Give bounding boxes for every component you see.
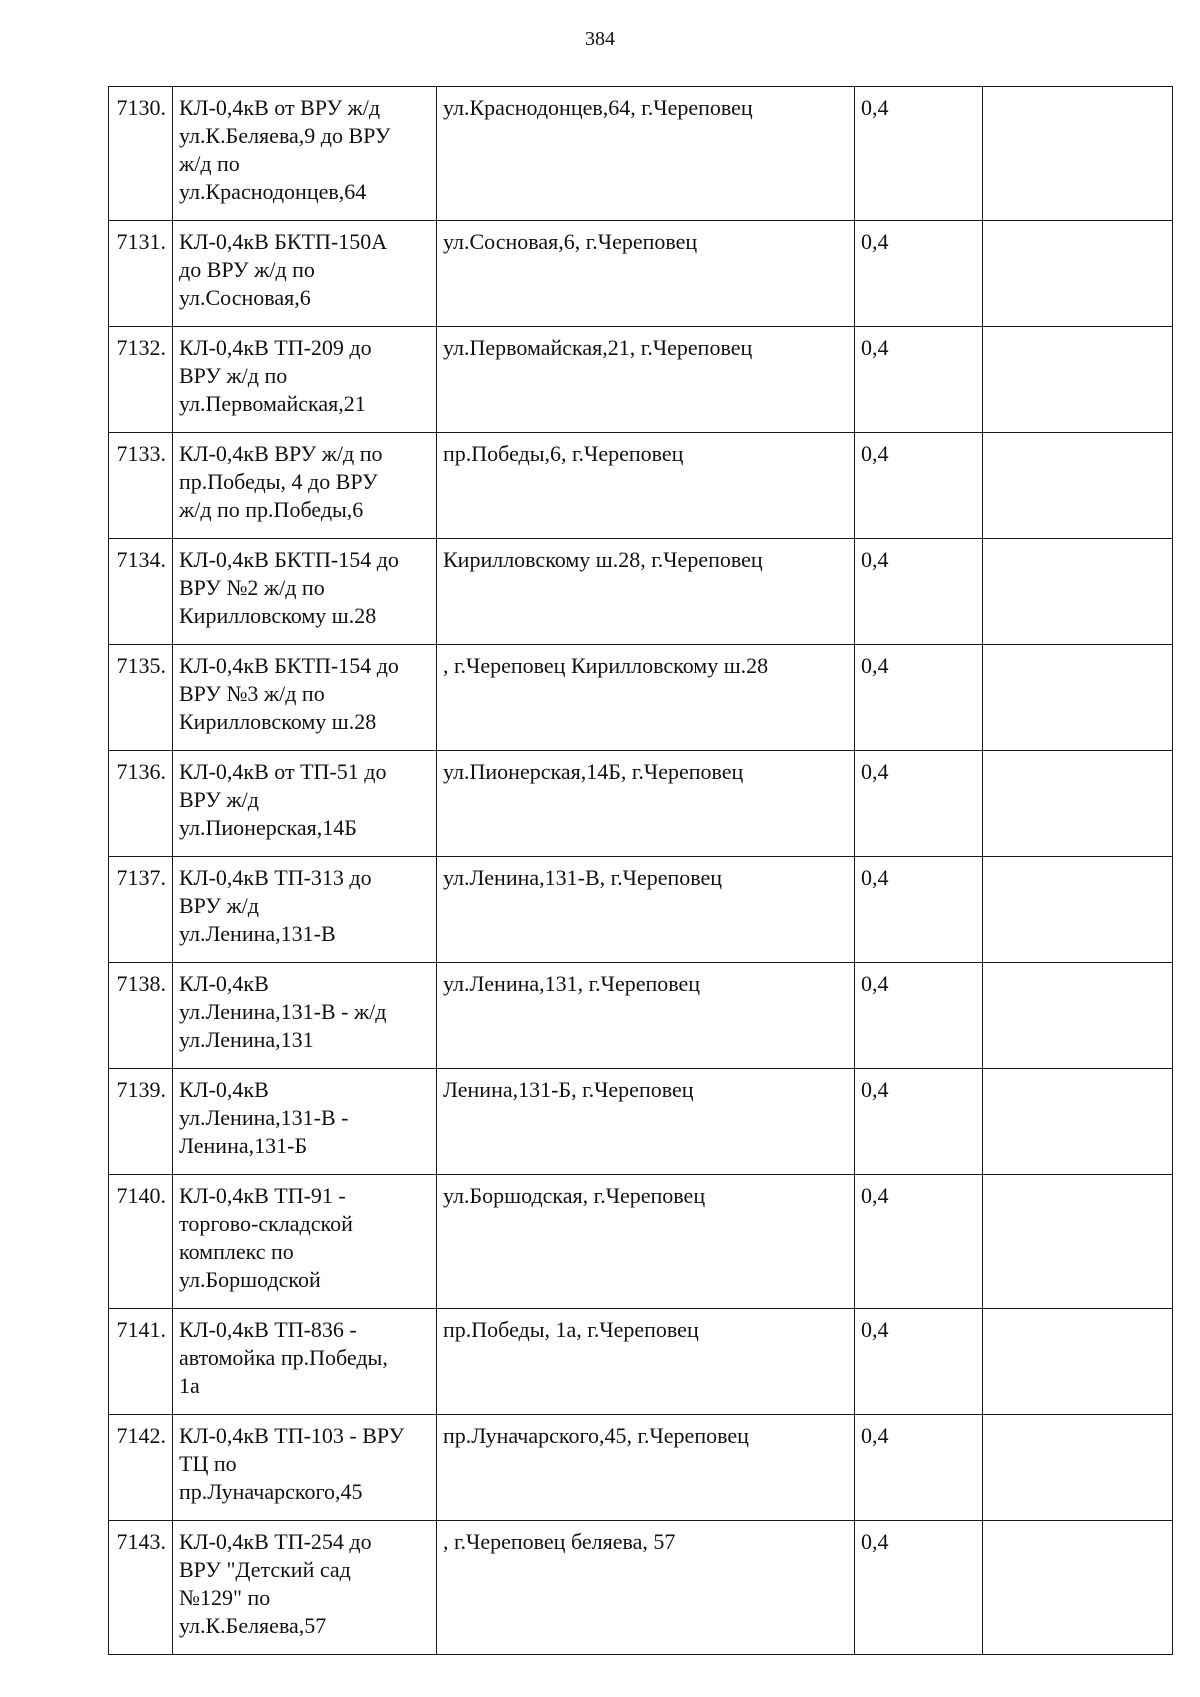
voltage-kv-cell: 0,4 — [855, 1069, 983, 1175]
table-row — [109, 327, 1173, 433]
cable-line-name-cell: КЛ-0,4кВ от ТП-51 до ВРУ ж/д ул.Пионерская,14Б — [173, 751, 437, 857]
address-cell: ул.Пионерская,14Б, г.Череповец — [437, 751, 855, 857]
cable-line-name-cell: КЛ-0,4кВ БКТП-154 до ВРУ №3 ж/д по Кирилловскому ш.28 — [173, 645, 437, 751]
address-cell: , г.Череповец Кирилловскому ш.28 — [437, 645, 855, 751]
voltage-kv-cell: 0,4 — [855, 327, 983, 433]
notes-cell — [983, 1069, 1173, 1175]
voltage-kv-cell: 0,4 — [855, 645, 983, 751]
cable-line-name-cell: КЛ-0,4кВ ул.Ленина,131-В - Ленина,131-Б — [173, 1069, 437, 1175]
row-number-cell: 7137. — [109, 857, 173, 963]
address-cell: ул.Сосновая,6, г.Череповец — [437, 221, 855, 327]
row-number-cell: 7134. — [109, 539, 173, 645]
notes-cell — [983, 1175, 1173, 1309]
table-row — [109, 221, 1173, 327]
table-row — [109, 751, 1173, 857]
registry-table-body — [109, 87, 1173, 1655]
address-cell: , г.Череповец беляева, 57 — [437, 1521, 855, 1655]
voltage-kv-cell: 0,4 — [855, 221, 983, 327]
row-number-cell: 7140. — [109, 1175, 173, 1309]
table-row — [109, 1175, 1173, 1309]
voltage-kv-cell: 0,4 — [855, 1309, 983, 1415]
voltage-kv-cell: 0,4 — [855, 87, 983, 221]
cable-line-name-cell: КЛ-0,4кВ БКТП-154 до ВРУ №2 ж/д по Кирилловскому ш.28 — [173, 539, 437, 645]
table-row — [109, 1069, 1173, 1175]
row-number-cell: 7133. — [109, 433, 173, 539]
address-cell: ул.Боршодская, г.Череповец — [437, 1175, 855, 1309]
notes-cell — [983, 963, 1173, 1069]
row-number-cell: 7130. — [109, 87, 173, 221]
cable-line-name-cell: КЛ-0,4кВ ВРУ ж/д по пр.Победы, 4 до ВРУ ж/д по пр.Победы,6 — [173, 433, 437, 539]
row-number-cell: 7136. — [109, 751, 173, 857]
voltage-kv-cell: 0,4 — [855, 1521, 983, 1655]
notes-cell — [983, 857, 1173, 963]
voltage-kv-cell: 0,4 — [855, 1415, 983, 1521]
row-number-cell: 7139. — [109, 1069, 173, 1175]
voltage-kv-cell: 0,4 — [855, 433, 983, 539]
cable-line-name-cell: КЛ-0,4кВ ТП-836 - автомойка пр.Победы, 1а — [173, 1309, 437, 1415]
voltage-kv-cell: 0,4 — [855, 1175, 983, 1309]
notes-cell — [983, 1309, 1173, 1415]
table-row — [109, 87, 1173, 221]
row-number-cell: 7142. — [109, 1415, 173, 1521]
cable-line-name-cell: КЛ-0,4кВ ТП-91 - торгово-складской комплекс по ул.Боршодской — [173, 1175, 437, 1309]
cable-line-name-cell: КЛ-0,4кВ ул.Ленина,131-В - ж/д ул.Ленина,131 — [173, 963, 437, 1069]
voltage-kv-cell: 0,4 — [855, 751, 983, 857]
voltage-kv-cell: 0,4 — [855, 963, 983, 1069]
address-cell: пр.Победы,6, г.Череповец — [437, 433, 855, 539]
row-number-cell: 7132. — [109, 327, 173, 433]
cable-line-registry-table — [108, 86, 1173, 1655]
table-row — [109, 645, 1173, 751]
address-cell: пр.Победы, 1а, г.Череповец — [437, 1309, 855, 1415]
address-cell: пр.Луначарского,45, г.Череповец — [437, 1415, 855, 1521]
notes-cell — [983, 87, 1173, 221]
row-number-cell: 7135. — [109, 645, 173, 751]
table-row — [109, 433, 1173, 539]
voltage-kv-cell: 0,4 — [855, 857, 983, 963]
address-cell: ул.Ленина,131-В, г.Череповец — [437, 857, 855, 963]
notes-cell — [983, 751, 1173, 857]
address-cell: ул.Ленина,131, г.Череповец — [437, 963, 855, 1069]
table-row — [109, 857, 1173, 963]
voltage-kv-cell: 0,4 — [855, 539, 983, 645]
cable-line-name-cell: КЛ-0,4кВ ТП-313 до ВРУ ж/д ул.Ленина,131-В — [173, 857, 437, 963]
notes-cell — [983, 539, 1173, 645]
row-number-cell: 7141. — [109, 1309, 173, 1415]
notes-cell — [983, 327, 1173, 433]
table-row — [109, 963, 1173, 1069]
address-cell: Ленина,131-Б, г.Череповец — [437, 1069, 855, 1175]
address-cell: Кирилловскому ш.28, г.Череповец — [437, 539, 855, 645]
address-cell: ул.Первомайская,21, г.Череповец — [437, 327, 855, 433]
table-row — [109, 1521, 1173, 1655]
cable-line-name-cell: КЛ-0,4кВ ТП-103 - ВРУ ТЦ по пр.Луначарского,45 — [173, 1415, 437, 1521]
notes-cell — [983, 1415, 1173, 1521]
row-number-cell: 7143. — [109, 1521, 173, 1655]
cable-line-name-cell: КЛ-0,4кВ от ВРУ ж/д ул.К.Беляева,9 до ВРУ ж/д по ул.Краснодонцев,64 — [173, 87, 437, 221]
table-row — [109, 1309, 1173, 1415]
table-row — [109, 539, 1173, 645]
page-number: 384 — [585, 28, 615, 50]
row-number-cell: 7138. — [109, 963, 173, 1069]
cable-line-name-cell: КЛ-0,4кВ ТП-209 до ВРУ ж/д по ул.Первомайская,21 — [173, 327, 437, 433]
row-number-cell: 7131. — [109, 221, 173, 327]
cable-line-name-cell: КЛ-0,4кВ ТП-254 до ВРУ "Детский сад №129" по ул.К.Беляева,57 — [173, 1521, 437, 1655]
cable-line-name-cell: КЛ-0,4кВ БКТП-150А до ВРУ ж/д по ул.Сосновая,6 — [173, 221, 437, 327]
notes-cell — [983, 433, 1173, 539]
notes-cell — [983, 645, 1173, 751]
notes-cell — [983, 1521, 1173, 1655]
table-row — [109, 1415, 1173, 1521]
address-cell: ул.Краснодонцев,64, г.Череповец — [437, 87, 855, 221]
notes-cell — [983, 221, 1173, 327]
